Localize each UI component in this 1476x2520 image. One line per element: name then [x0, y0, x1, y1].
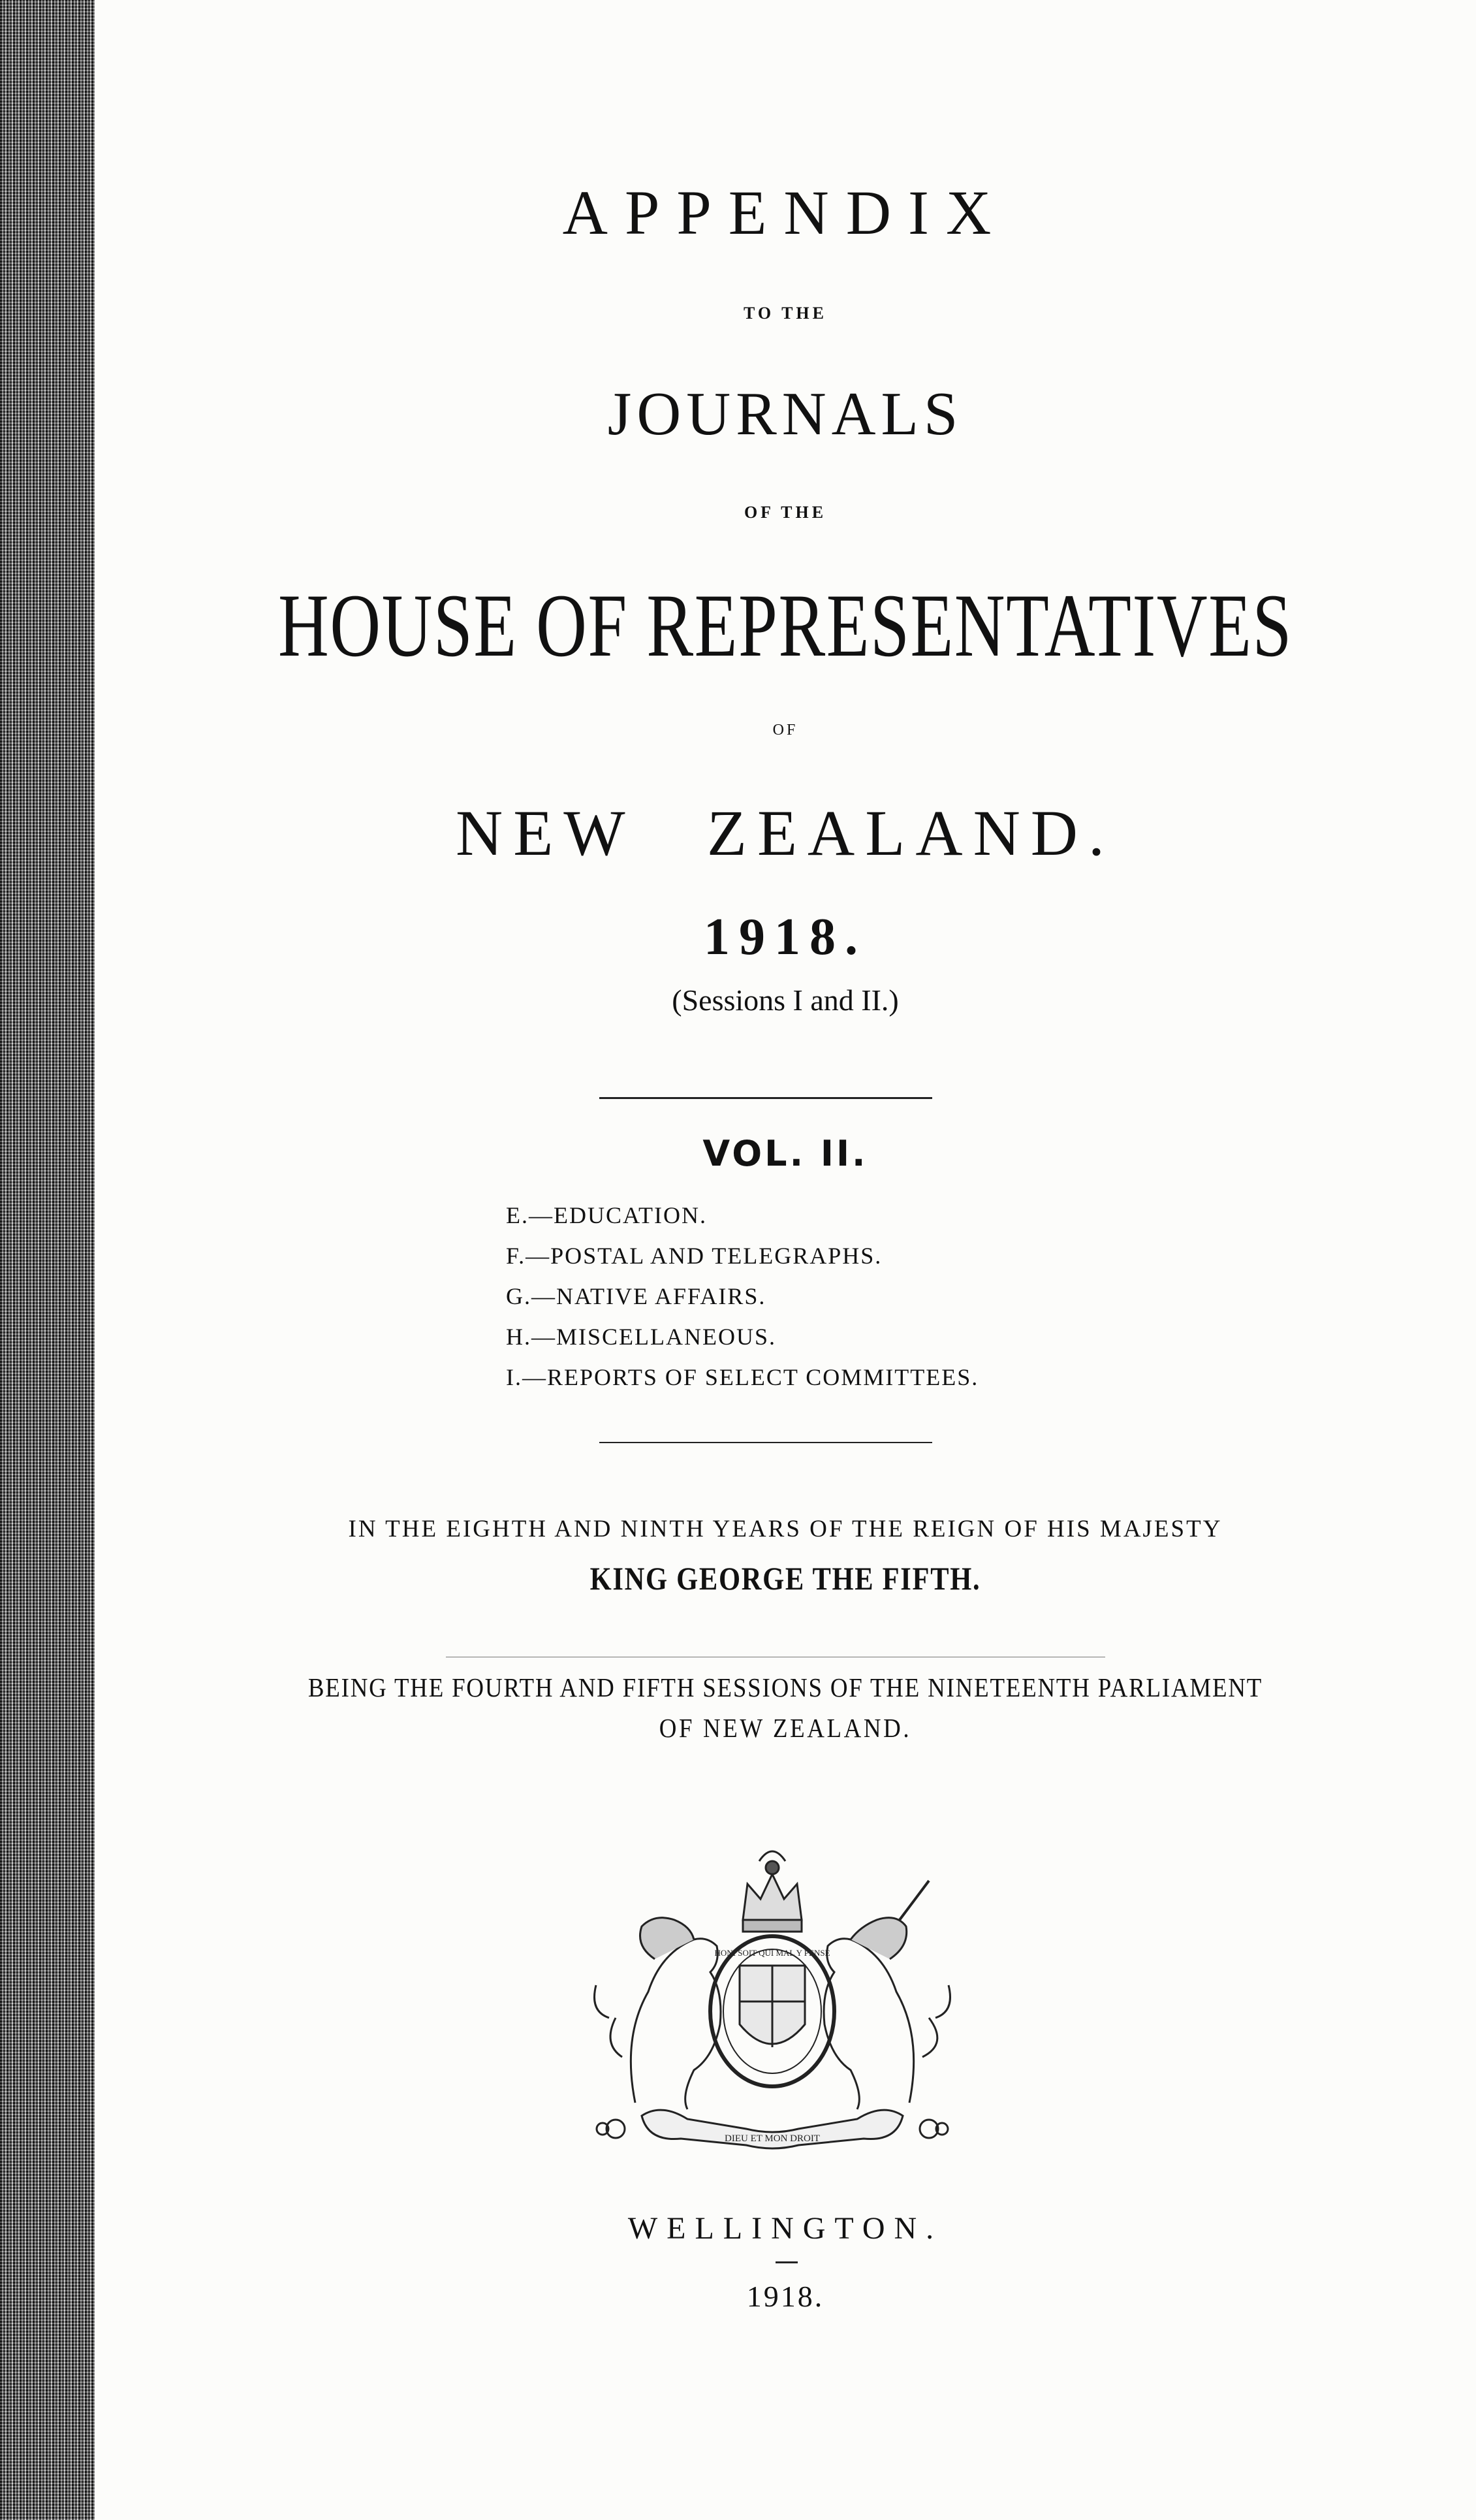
contents-item: H.—MISCELLANEOUS. — [506, 1324, 777, 1350]
title-page — [95, 0, 1476, 2520]
year-heading: 1918. — [704, 908, 867, 966]
of-the-label: OF THE — [744, 503, 827, 522]
of-label: OF — [772, 722, 798, 739]
royal-coat-of-arms-icon — [576, 1822, 968, 2161]
king-line: KING GEORGE THE FIFTH. — [589, 1560, 981, 1597]
contents-list — [506, 1195, 979, 1397]
contents-item: I.—REPORTS OF SELECT COMMITTEES. — [506, 1364, 979, 1390]
divider-rule — [599, 1442, 932, 1443]
divider-dash — [776, 2261, 798, 2263]
reign-line: IN THE EIGHTH AND NINTH YEARS OF THE REIGN OF HIS MAJESTY — [348, 1516, 1223, 1542]
parliament-line: BEING THE FOURTH AND FIFTH SESSIONS OF THE NINETEENTH PARLIAMENT — [307, 1672, 1263, 1702]
volume-heading: VOL. II. — [702, 1133, 868, 1174]
book-spine-binding — [0, 0, 95, 2520]
royal-motto-text: DIEU ET MON DROIT — [725, 2133, 820, 2144]
publication-year: 1918. — [746, 2280, 824, 2313]
divider-rule — [599, 1097, 932, 1099]
contents-item: F.—POSTAL AND TELEGRAPHS. — [506, 1243, 883, 1269]
to-the-label: TO THE — [743, 304, 828, 323]
sessions-label: (Sessions I and II.) — [672, 983, 899, 1017]
country-heading: NEW ZEALAND. — [456, 797, 1115, 869]
contents-item: E.—EDUCATION. — [506, 1202, 707, 1228]
parliament-country-line: OF NEW ZEALAND. — [659, 1713, 912, 1743]
contents-item: G.—NATIVE AFFAIRS. — [506, 1283, 766, 1309]
publication-place: WELLINGTON. — [627, 2211, 943, 2246]
journals-heading: JOURNALS — [607, 380, 964, 448]
house-heading: HOUSE OF REPRESENTATIVES — [278, 575, 1293, 675]
garter-motto-text: HONI SOIT QUI MAL Y PENSE — [714, 1948, 830, 1958]
appendix-heading: APPENDIX — [562, 178, 1009, 247]
